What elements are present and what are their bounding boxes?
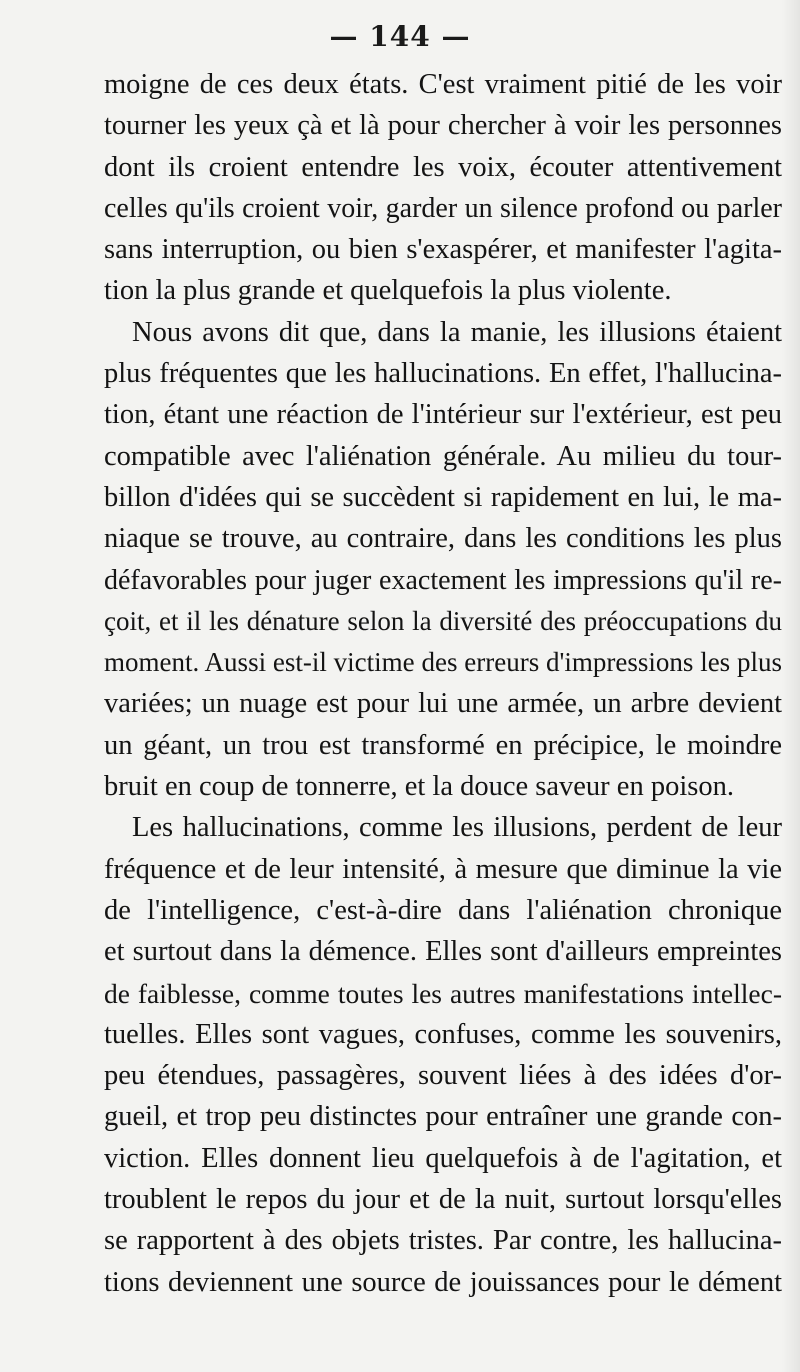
text-line: plus fréquentes que les hallucinations. En effet, l'hallucina- (104, 358, 782, 390)
text-line: moigne de ces deux états. C'est vraiment pitié de les voir (104, 69, 782, 100)
text-line: variées; un nuage est pour lui une armée, un arbre devient (104, 688, 782, 720)
text-line: défavorables pour juger exactement les impressions qu'il re- (104, 564, 782, 596)
text-line: billon d'idées qui se succèdent si rapidement en lui, le ma- (104, 481, 782, 513)
text-line: peu étendues, passagères, souvent liées à des idées d'or- (104, 1060, 782, 1092)
text-line: tourner les yeux çà et là pour chercher à voir les personnes (104, 110, 782, 142)
text-line: viction. Elles donnent lieu quelquefois à de l'agitation, et (104, 1142, 782, 1174)
text-line: tions deviennent une source de jouissances pour le dément (104, 1266, 782, 1298)
body-text (104, 64, 782, 1303)
text-line: niaque se trouve, au contraire, dans les conditions les plus (104, 523, 782, 555)
text-line: Nous avons dit que, dans la manie, les illusions étaient (132, 316, 782, 348)
text-line: et surtout dans la démence. Elles sont d'ailleurs empreintes (104, 936, 782, 968)
page-number: — 144 — (329, 20, 471, 53)
text-line: troublent le repos du jour et de la nuit, surtout lorsqu'elles (104, 1184, 782, 1216)
text-line: sans interruption, ou bien s'exaspérer, et manifester l'agita- (104, 234, 782, 266)
text-line: compatible avec l'aliénation générale. Au milieu du tour- (104, 440, 782, 472)
text-line: un géant, un trou est transformé en précipice, le moindre (104, 729, 782, 761)
text-line: moment. Aussi est-il victime des erreurs d'impressions les plus (104, 647, 782, 678)
page-edge-shadow (782, 0, 800, 1372)
text-line: de faiblesse, comme toutes les autres manifestations intellec- (104, 977, 782, 1009)
text-line: tion la plus grande et quelquefois la plus violente. (104, 275, 672, 307)
text-line: gueil, et trop peu distinctes pour entraîner une grande con- (104, 1101, 782, 1133)
text-line: Les hallucinations, comme les illusions, perdent de leur (132, 812, 782, 844)
text-line: tion, étant une réaction de l'intérieur sur l'extérieur, est peu (104, 399, 782, 431)
text-line: bruit en coup de tonnerre, et la douce saveur en poison. (104, 771, 734, 803)
text-line: se rapportent à des objets tristes. Par contre, les hallucina- (104, 1225, 782, 1257)
text-line: dont ils croient entendre les voix, écouter attentivement (104, 151, 782, 183)
text-line: tuelles. Elles sont vagues, confuses, comme les souvenirs, (104, 1018, 782, 1050)
text-line: fréquence et de leur intensité, à mesure que diminue la vie (104, 853, 782, 885)
text-line: de l'intelligence, c'est-à-dire dans l'aliénation chronique (104, 894, 782, 926)
text-line: çoit, et il les dénature selon la diversité des préoccupations du (104, 605, 782, 636)
text-line: celles qu'ils croient voir, garder un silence profond ou parler (104, 192, 782, 224)
